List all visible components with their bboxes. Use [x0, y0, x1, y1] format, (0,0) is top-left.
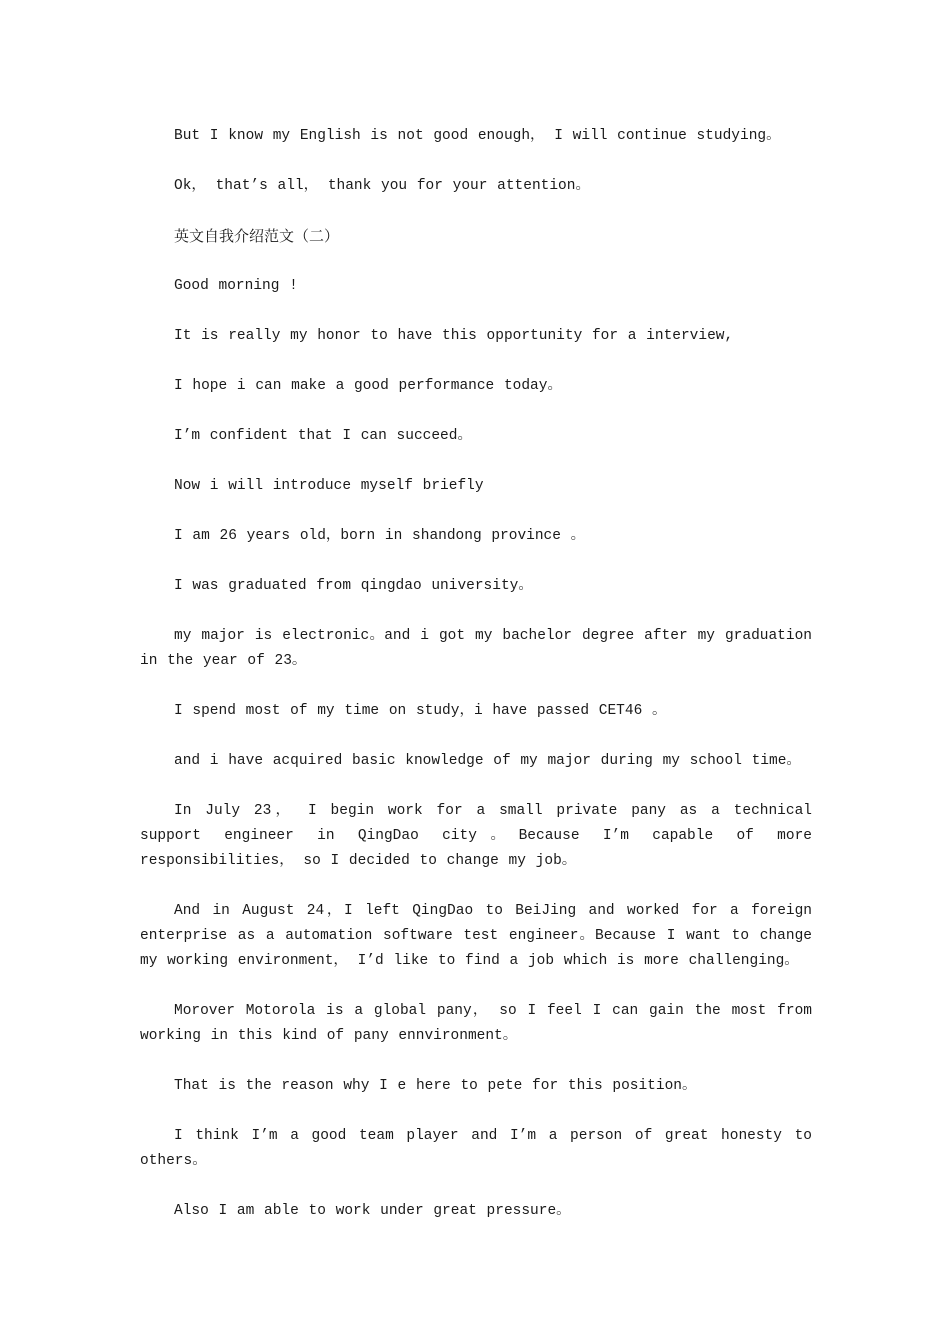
paragraph-team-player: I think I’m a good team player and I’m a person of great honesty to others。: [140, 1128, 812, 1169]
paragraph-major: my major is electronic。and i got my bachelor degree after my graduation in the year of 23。: [140, 628, 812, 669]
paragraph-reason: That is the reason why I e here to pete for this position。: [174, 1078, 697, 1094]
paragraph-knowledge: and i have acquired basic knowledge of my major during my school time。: [174, 753, 801, 769]
paragraph-study: I spend most of my time on study，i have passed CET46 。: [174, 703, 667, 719]
paragraph-pressure: Also I am able to work under great pressure。: [174, 1203, 571, 1219]
paragraph-first-job: In July 23， I begin work for a small private pany as a technical support engineer in QingDao city。Because I’m capable of more responsibilities， so I decided to change my job。: [140, 803, 812, 869]
paragraph-greeting: Good morning !: [174, 278, 298, 294]
paragraph-university: I was graduated from qingdao university。: [174, 578, 533, 594]
paragraph-age: I am 26 years old，born in shandong province 。: [174, 528, 586, 544]
paragraph-motorola: Morover Motorola is a global pany， so I feel I can gain the most from working in this kind of pany ennvironment。: [140, 1003, 812, 1044]
paragraph-english-not-good-enough: But I know my English is not good enough， I will continue studying。: [174, 128, 781, 144]
paragraph-second-job: And in August 24，I left QingDao to BeiJing and worked for a foreign enterprise as a automation software test engineer。Because I want to change my working environment， I’d like to find a job which is more challenging。: [140, 903, 812, 969]
document-body: [140, 124, 812, 1249]
paragraph-good-performance: I hope i can make a good performance today。: [174, 378, 562, 394]
paragraph-honor: It is really my honor to have this opportunity for a interview,: [174, 328, 734, 344]
section-heading: 英文自我介绍范文（二）: [174, 227, 340, 245]
paragraph-thank-you: Ok， that’s all， thank you for your attention。: [174, 178, 590, 194]
paragraph-confident: I’m confident that I can succeed。: [174, 428, 472, 444]
paragraph-introduce: Now i will introduce myself briefly: [174, 478, 484, 494]
